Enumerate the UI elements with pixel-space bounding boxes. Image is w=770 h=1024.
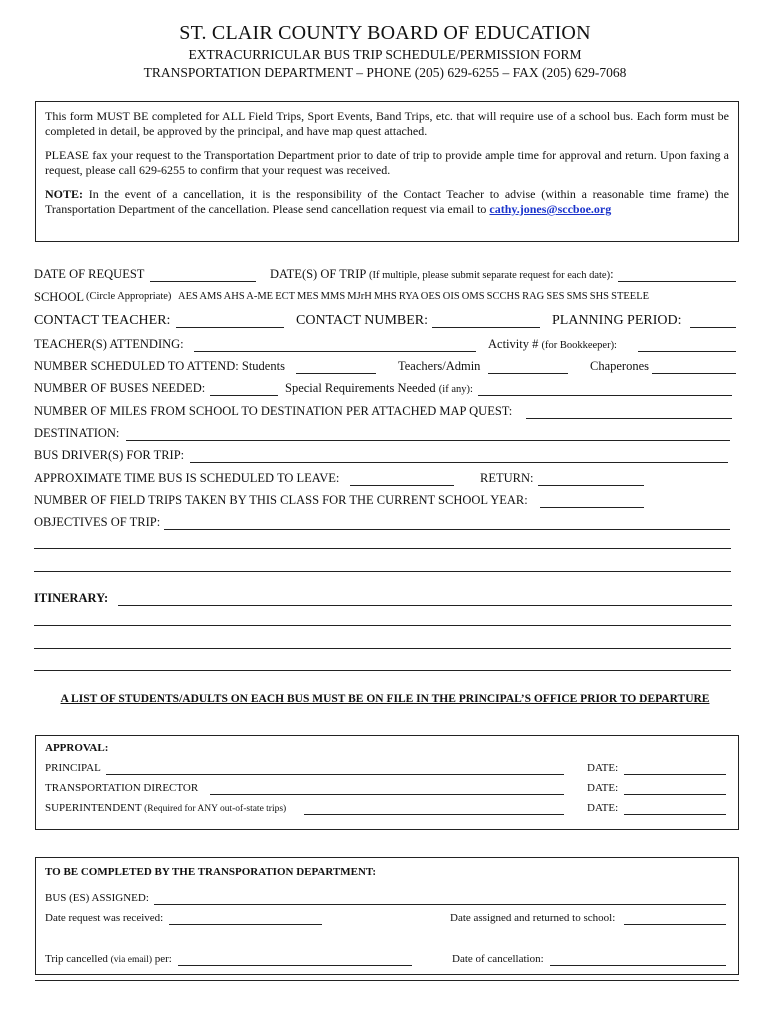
- itinerary-field[interactable]: [118, 605, 732, 606]
- contact-row: [34, 313, 736, 330]
- itinerary-row: [34, 591, 736, 608]
- principal-date-label: DATE:: [587, 762, 619, 774]
- number-attending-row: [34, 359, 736, 376]
- note-text: In the event of a cancellation, it is the responsibility of the Contact Teacher to advise (within a reasonable time frame) the Transportation Department of the cancellation. Please send cancellation request via email to: [45, 187, 729, 216]
- superintendent-label: SUPERINTENDENT (Required for ANY out-of-state trips): [45, 802, 287, 814]
- students-label: NUMBER SCHEDULED TO ATTEND: Students: [34, 359, 285, 373]
- instructions-box: [35, 101, 739, 242]
- date-cancellation-label: Date of cancellation:: [452, 953, 544, 965]
- objectives-row: [34, 515, 736, 532]
- note-label: NOTE:: [45, 187, 84, 201]
- school-note: (Circle Appropriate): [86, 291, 172, 302]
- bus-assigned-field[interactable]: [154, 904, 726, 905]
- superintendent-date-field[interactable]: [624, 814, 726, 815]
- chaperones-field[interactable]: [652, 373, 736, 374]
- buses-needed-label: NUMBER OF BUSES NEEDED:: [34, 381, 206, 395]
- dates-of-trip-label: DATE(S) OF TRIP (If multiple, please submit separate request for each date):: [270, 267, 614, 281]
- form-subtitle: EXTRACURRICULAR BUS TRIP SCHEDULE/PERMISSION FORM: [188, 47, 582, 62]
- miles-row: [34, 404, 736, 421]
- special-requirements-label: Special Requirements Needed (if any):: [285, 381, 473, 395]
- date-of-request-field[interactable]: [150, 281, 256, 282]
- objectives-field[interactable]: [164, 529, 730, 530]
- bus-drivers-row: [34, 448, 736, 465]
- page-bottom-rule: [35, 980, 739, 981]
- departure-time-label: APPROXIMATE TIME BUS IS SCHEDULED TO LEAVE:: [34, 471, 340, 485]
- school-row: [34, 290, 736, 307]
- special-requirements-field[interactable]: [478, 395, 732, 396]
- superintendent-note: (Required for ANY out-of-state trips): [144, 804, 287, 814]
- student-list-notice: A LIST OF STUDENTS/ADULTS ON EACH BUS MUST BE ON FILE IN THE PRINCIPAL’S OFFICE PRIOR TO DEPARTURE: [60, 693, 710, 705]
- cancellation-note: [45, 187, 729, 217]
- director-signature-field[interactable]: [210, 794, 564, 795]
- form-title: ST. CLAIR COUNTY BOARD OF EDUCATION: [179, 22, 591, 44]
- destination-label: DESTINATION:: [34, 426, 120, 440]
- teachers-admin-label: Teachers/Admin: [398, 359, 481, 373]
- bus-assigned-label: BUS (ES) ASSIGNED:: [45, 892, 149, 904]
- superintendent-signature-field[interactable]: [304, 814, 564, 815]
- field-trips-count-label: NUMBER OF FIELD TRIPS TAKEN BY THIS CLASS FOR THE CURRENT SCHOOL YEAR:: [34, 493, 528, 507]
- date-of-request-label: DATE OF REQUEST: [34, 267, 145, 281]
- email-link[interactable]: cathy.jones@sccboe.org: [489, 202, 612, 216]
- field-trips-count-field[interactable]: [540, 507, 644, 508]
- teachers-attending-field[interactable]: [194, 351, 476, 352]
- principal-date-field[interactable]: [624, 774, 726, 775]
- departure-time-field[interactable]: [350, 485, 454, 486]
- principal-signature-field[interactable]: [106, 774, 564, 775]
- principal-label: PRINCIPAL: [45, 762, 101, 774]
- planning-period-field[interactable]: [690, 327, 736, 328]
- instructions-paragraph-2: PLEASE fax your request to the Transportation Department prior to date of trip to provide ample time for approval and return. Upon faxing a request, please call 629-6255 to confirm that your request was received.: [45, 148, 729, 177]
- buses-needed-field[interactable]: [210, 395, 278, 396]
- destination-field[interactable]: [126, 440, 730, 441]
- director-date-field[interactable]: [624, 794, 726, 795]
- teachers-attending-label: TEACHER(S) ATTENDING:: [34, 337, 184, 351]
- school-options[interactable]: AES AMS AHS A-ME ECT MES MMS MJrH MHS RYA OES OIS OMS SCCHS RAG SES SMS SHS STEELE: [178, 291, 650, 302]
- superintendent-date-label: DATE:: [587, 802, 619, 814]
- date-assigned-label: Date assigned and returned to school:: [450, 912, 616, 924]
- teachers-attending-row: [34, 337, 736, 354]
- teachers-admin-field[interactable]: [488, 373, 568, 374]
- departure-time-row: [34, 471, 736, 488]
- date-received-field[interactable]: [169, 924, 322, 925]
- return-time-field[interactable]: [538, 485, 644, 486]
- field-trips-count-row: [34, 493, 736, 510]
- objectives-line-2[interactable]: [34, 548, 731, 549]
- chaperones-label: Chaperones: [590, 359, 650, 373]
- contact-teacher-field[interactable]: [176, 327, 284, 328]
- contact-teacher-label: CONTACT TEACHER:: [34, 313, 171, 328]
- contact-number-field[interactable]: [432, 327, 540, 328]
- miles-label: NUMBER OF MILES FROM SCHOOL TO DESTINATION PER ATTACHED MAP QUEST:: [34, 404, 513, 418]
- miles-field[interactable]: [526, 418, 732, 419]
- trip-cancelled-field[interactable]: [178, 965, 412, 966]
- director-date-label: DATE:: [587, 782, 619, 794]
- approval-heading: APPROVAL:: [45, 742, 109, 754]
- contact-number-label: CONTACT NUMBER:: [296, 313, 429, 328]
- transportation-department-box: [35, 857, 739, 975]
- request-dates-row: [34, 267, 736, 284]
- date-received-label: Date request was received:: [45, 912, 164, 924]
- destination-row: [34, 426, 736, 443]
- bus-drivers-field[interactable]: [190, 462, 728, 463]
- itinerary-line-3[interactable]: [34, 648, 731, 649]
- return-time-label: RETURN:: [480, 471, 534, 485]
- planning-period-label: PLANNING PERIOD:: [552, 313, 682, 328]
- transportation-heading: TO BE COMPLETED BY THE TRANSPORATION DEPARTMENT:: [45, 866, 377, 878]
- date-cancellation-field[interactable]: [550, 965, 726, 966]
- objectives-line-3[interactable]: [34, 571, 731, 572]
- instructions-paragraph-1: This form MUST BE completed for ALL Field Trips, Sport Events, Band Trips, etc. that will require use of a school bus. Each form must be completed in detail, be approved by the principal, and have map quest attached.: [45, 109, 729, 138]
- department-contact-line: TRANSPORTATION DEPARTMENT – PHONE (205) 629-6255 – FAX (205) 629-7068: [143, 65, 627, 80]
- itinerary-line-4[interactable]: [34, 670, 731, 671]
- bus-drivers-label: BUS DRIVER(S) FOR TRIP:: [34, 448, 185, 462]
- objectives-label: OBJECTIVES OF TRIP:: [34, 515, 161, 529]
- itinerary-line-2[interactable]: [34, 625, 731, 626]
- trip-cancelled-label: Trip cancelled (via email) per:: [45, 953, 172, 965]
- approval-box: [35, 735, 739, 830]
- buses-needed-row: [34, 381, 736, 398]
- itinerary-label: ITINERARY:: [34, 591, 109, 605]
- school-label: SCHOOL: [34, 290, 85, 304]
- director-label: TRANSPORTATION DIRECTOR: [45, 782, 199, 794]
- dates-of-trip-field[interactable]: [618, 281, 736, 282]
- activity-number-label: Activity # (for Bookkeeper):: [488, 337, 617, 351]
- dates-of-trip-note: (If multiple, please submit separate request for each date): [368, 270, 611, 281]
- activity-number-field[interactable]: [638, 351, 736, 352]
- date-assigned-field[interactable]: [624, 924, 726, 925]
- students-count-field[interactable]: [296, 373, 376, 374]
